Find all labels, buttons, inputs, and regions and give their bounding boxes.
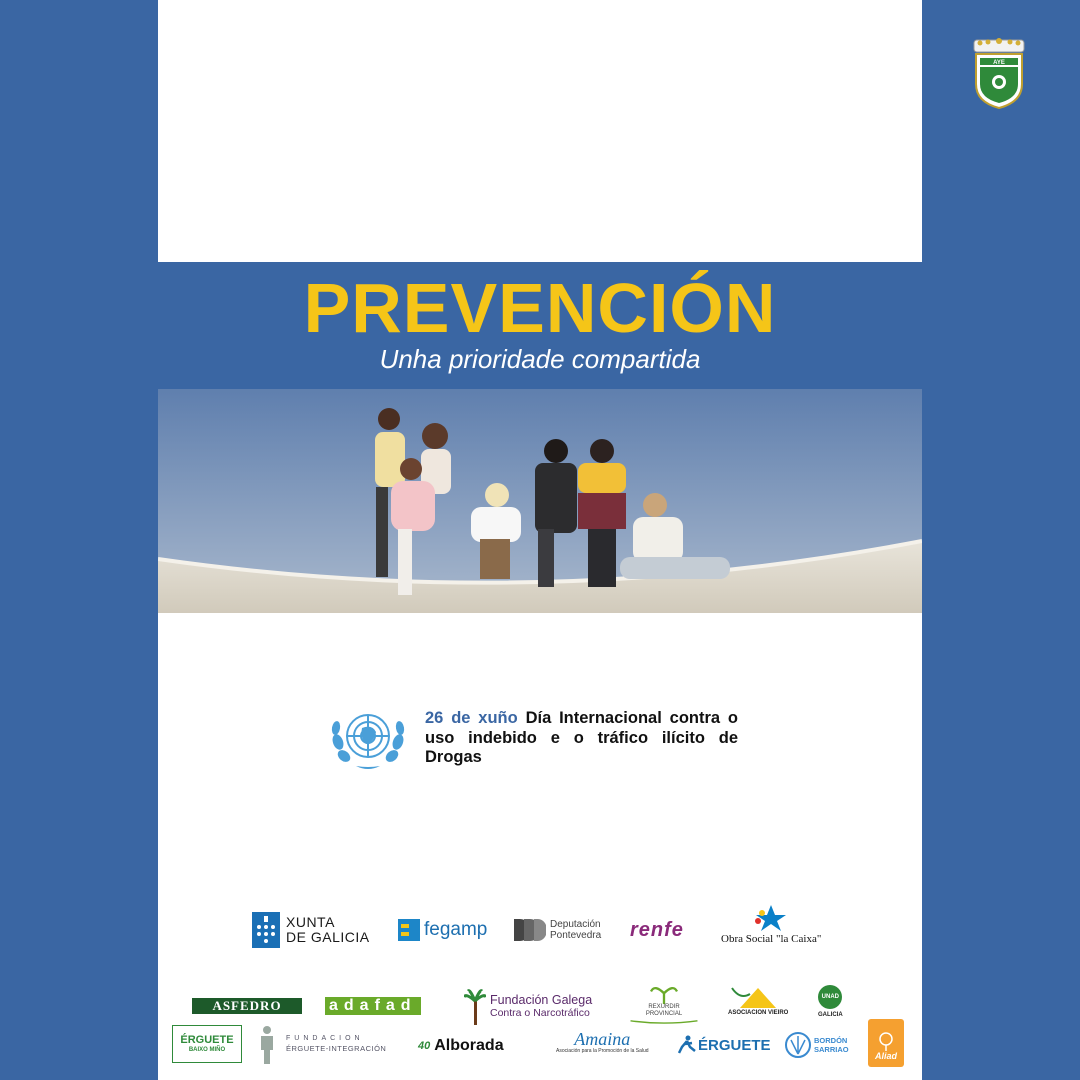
un-day-notice bbox=[425, 709, 738, 768]
deputacion-line2: Pontevedra bbox=[550, 930, 602, 941]
erguete-logo bbox=[678, 1034, 771, 1056]
xunta-logo bbox=[252, 912, 370, 948]
bordon-line2: SARRIAO bbox=[814, 1045, 849, 1054]
deputacion-logo bbox=[512, 916, 601, 944]
runner-icon bbox=[678, 1035, 696, 1055]
asfedro-logo bbox=[192, 998, 302, 1014]
amaina-text: Amaina bbox=[574, 1029, 631, 1049]
sprout-icon bbox=[626, 984, 702, 1004]
figure-icon bbox=[256, 1024, 278, 1064]
rexurdir-line2: PROVINCIAL bbox=[645, 1011, 683, 1018]
group-photo bbox=[158, 389, 922, 613]
shell-icon bbox=[784, 1031, 812, 1059]
erguete-text: ÉRGUETE bbox=[698, 1036, 771, 1054]
aliad-logo bbox=[868, 1019, 904, 1067]
aliad-text: Aliad bbox=[874, 1051, 897, 1061]
asfedro-text: ASFEDRO bbox=[212, 998, 282, 1013]
vieiro-text: ASOCIACION VIEIRO bbox=[728, 1010, 789, 1016]
adafad-logo bbox=[325, 997, 421, 1015]
un-emblem-icon bbox=[328, 702, 408, 772]
bordon-line1: BORDÓN bbox=[814, 1036, 848, 1045]
un-day-date: 26 de xuño bbox=[425, 709, 518, 727]
page-subtitle: Unha prioridade compartida bbox=[379, 344, 701, 374]
fundacion-erguete-line2: ÉRGUETE-INTEGRACIÓN bbox=[286, 1044, 387, 1053]
fundacion-galega-line2: Contra o Narcotráfico bbox=[490, 1007, 590, 1019]
unad-sub-text: GALICIA bbox=[818, 1012, 843, 1018]
erguete-baixo-line1: ÉRGUETE bbox=[180, 1033, 234, 1046]
unad-logo bbox=[818, 985, 843, 1023]
page-title: PREVENCIÓN bbox=[303, 269, 777, 347]
bordon-sarriao-logo bbox=[784, 1031, 849, 1059]
fundacion-erguete-logo bbox=[256, 1024, 386, 1064]
xunta-line1: XUNTA bbox=[286, 914, 335, 930]
vieiro-logo bbox=[728, 980, 788, 1022]
municipal-crest-icon bbox=[970, 38, 1028, 110]
renfe-logo bbox=[630, 918, 684, 942]
lacaixa-logo bbox=[721, 903, 821, 947]
fundacion-galega-line1: Fundación Galega bbox=[490, 993, 593, 1007]
rexurdir-line1: REXURDIR bbox=[648, 1004, 680, 1011]
adafad-text: adafad bbox=[325, 997, 421, 1015]
lacaixa-text: Obra Social "la Caixa" bbox=[721, 933, 822, 945]
alborada-number: 40 bbox=[418, 1040, 431, 1052]
deputacion-line1: Deputación bbox=[550, 919, 601, 930]
fundacion-erguete-line1: FUNDACION bbox=[286, 1035, 364, 1042]
rexurdir-logo bbox=[626, 984, 702, 1024]
amaina-sub-text: Asociación para la Promoción de la Salud bbox=[556, 1048, 649, 1054]
erguete-baixo-mino-logo bbox=[172, 1025, 242, 1063]
renfe-text: renfe bbox=[630, 918, 684, 941]
palm-tree-icon bbox=[464, 989, 486, 1025]
unad-badge: UNAD bbox=[818, 985, 842, 1009]
un-day-text: Día Internacional contra o uso indebido e o tráfico ilícito de Drogas bbox=[425, 709, 738, 766]
xunta-shield-icon bbox=[252, 912, 280, 948]
svg-text:AYE: AYE bbox=[993, 60, 1005, 66]
lacaixa-star-icon bbox=[748, 903, 794, 933]
fegamp-text: fegamp bbox=[424, 919, 488, 940]
dandelion-icon bbox=[876, 1031, 896, 1051]
amaina-logo bbox=[556, 1030, 649, 1060]
vieiro-sun-icon bbox=[730, 980, 786, 1010]
alborada-text: Alborada bbox=[434, 1037, 504, 1054]
xunta-line2: DE GALICIA bbox=[286, 929, 370, 945]
fegamp-logo bbox=[398, 918, 487, 942]
deputacion-icon bbox=[512, 917, 546, 943]
fegamp-icon bbox=[398, 919, 420, 941]
alborada-logo bbox=[418, 1036, 504, 1056]
fundacion-galega-logo bbox=[464, 988, 592, 1026]
erguete-baixo-line2: BAIXO MIÑO bbox=[188, 1046, 226, 1053]
